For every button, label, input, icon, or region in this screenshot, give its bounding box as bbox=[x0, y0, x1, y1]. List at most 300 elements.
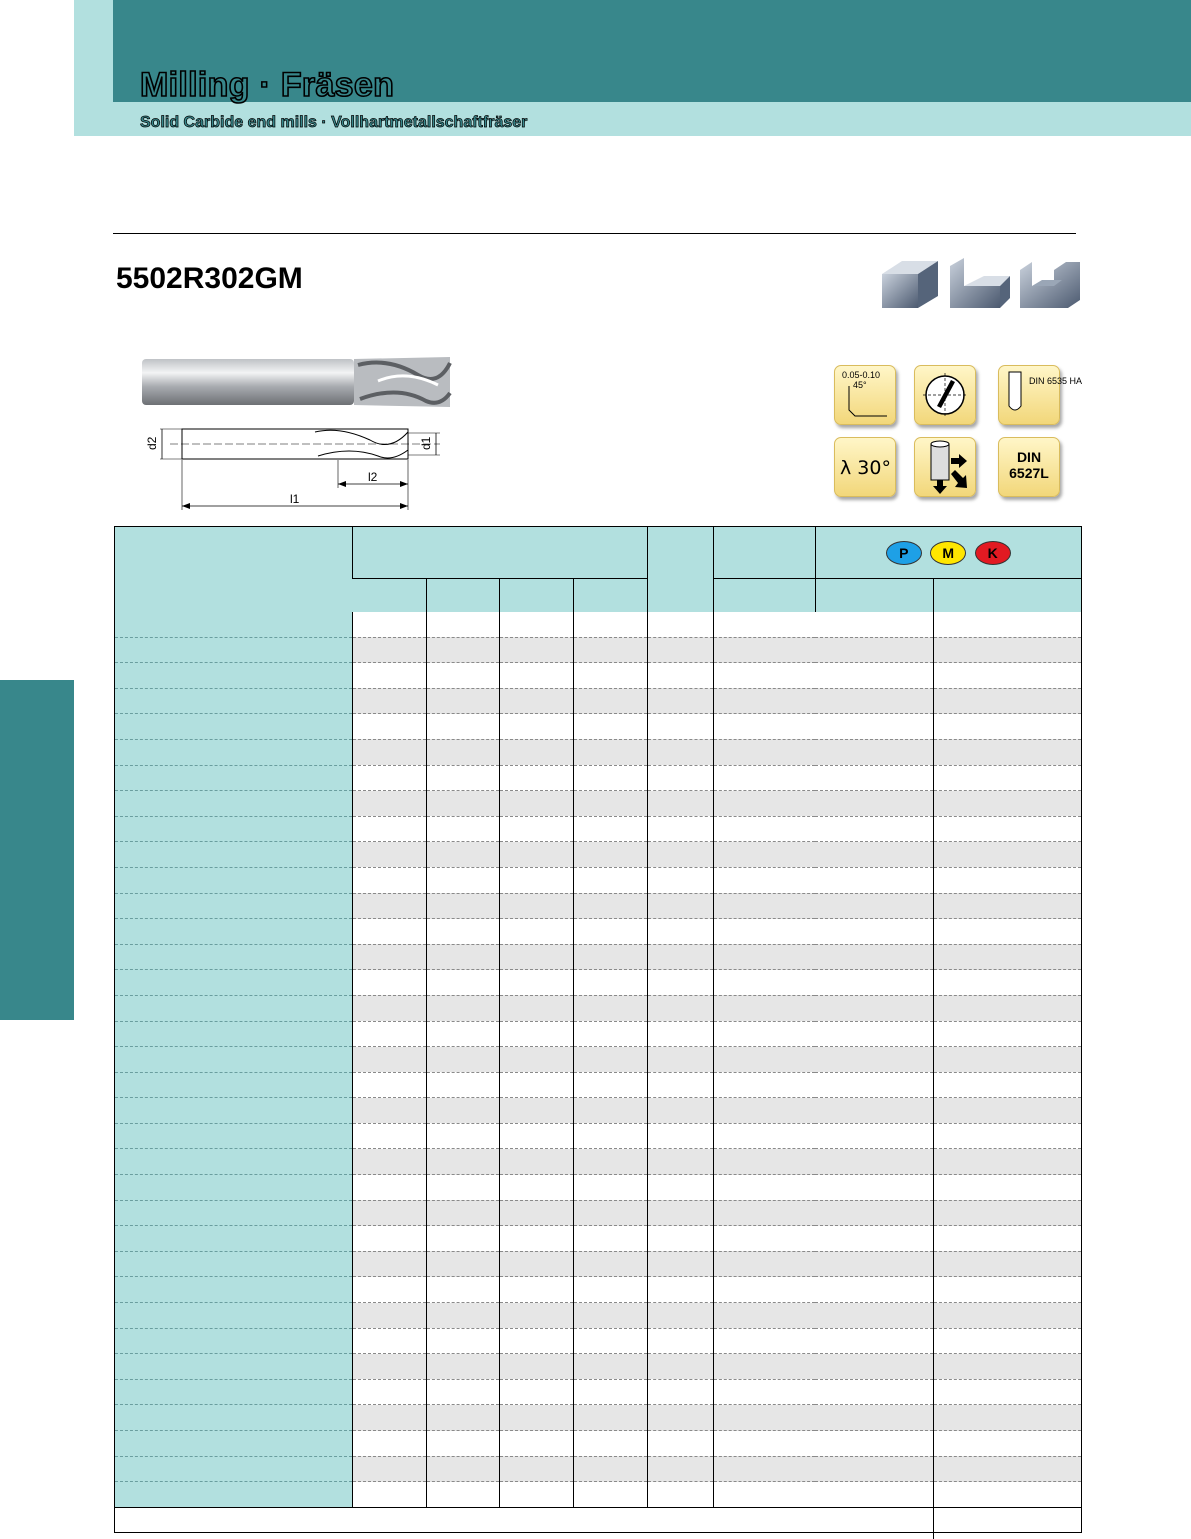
cutting-direction-icon bbox=[914, 437, 976, 497]
table-cell bbox=[115, 1149, 352, 1175]
table-cell bbox=[647, 970, 713, 996]
table-cell bbox=[426, 1072, 499, 1098]
table-cell bbox=[426, 919, 499, 945]
table-row bbox=[115, 1328, 1081, 1354]
table-cell bbox=[933, 1149, 1081, 1175]
table-cell bbox=[647, 1431, 713, 1457]
table-cell bbox=[115, 1175, 352, 1201]
chamfer-icon bbox=[834, 365, 896, 425]
table-cell bbox=[647, 1456, 713, 1482]
table-row bbox=[115, 688, 1081, 714]
header-l1 bbox=[573, 579, 647, 613]
table-cell bbox=[352, 1405, 426, 1431]
table-cell bbox=[426, 765, 499, 791]
table-cell bbox=[713, 739, 933, 765]
table-cell bbox=[713, 1251, 933, 1277]
table-cell bbox=[713, 1303, 933, 1329]
table-cell bbox=[115, 1354, 352, 1380]
table-cell bbox=[499, 816, 573, 842]
header-designation bbox=[115, 527, 352, 612]
table-cell bbox=[352, 1482, 426, 1508]
table-cell bbox=[115, 1379, 352, 1405]
table-cell bbox=[426, 1431, 499, 1457]
table-cell bbox=[499, 1303, 573, 1329]
table-cell bbox=[352, 1456, 426, 1482]
table-cell bbox=[647, 739, 713, 765]
table-row bbox=[115, 1303, 1081, 1329]
table-row bbox=[115, 1200, 1081, 1226]
end-mill-drawing bbox=[140, 420, 450, 512]
table-cell bbox=[573, 995, 647, 1021]
table-cell bbox=[352, 1328, 426, 1354]
page-subtitle: Solid Carbide end mills · Vollhartmetallschaftfräser bbox=[140, 114, 528, 131]
table-cell bbox=[713, 663, 933, 689]
table-cell bbox=[499, 1405, 573, 1431]
d2-label: d2 bbox=[145, 436, 159, 450]
table-cell bbox=[713, 1405, 933, 1431]
table-cell bbox=[115, 791, 352, 817]
table-cell bbox=[647, 1021, 713, 1047]
table-cell bbox=[499, 663, 573, 689]
table-cell bbox=[573, 1277, 647, 1303]
table-cell bbox=[933, 637, 1081, 663]
table-cell bbox=[352, 1226, 426, 1252]
table-cell bbox=[499, 1328, 573, 1354]
table-cell bbox=[352, 637, 426, 663]
table-cell bbox=[352, 1200, 426, 1226]
table-cell bbox=[499, 1251, 573, 1277]
table-cell bbox=[573, 1021, 647, 1047]
table-cell bbox=[115, 663, 352, 689]
table-cell bbox=[499, 1277, 573, 1303]
table-cell bbox=[647, 1047, 713, 1073]
l2-label: l2 bbox=[368, 470, 378, 484]
table-cell bbox=[115, 995, 352, 1021]
divider-rule bbox=[113, 233, 1076, 234]
table-row bbox=[115, 1047, 1081, 1073]
table-cell bbox=[647, 995, 713, 1021]
table-row bbox=[115, 1021, 1081, 1047]
table-cell bbox=[933, 1405, 1081, 1431]
table-cell bbox=[352, 663, 426, 689]
table-cell bbox=[352, 612, 426, 637]
table-cell bbox=[426, 1303, 499, 1329]
table-cell bbox=[426, 1098, 499, 1124]
table-cell bbox=[713, 1328, 933, 1354]
table-cell bbox=[573, 919, 647, 945]
footer-end-cell bbox=[933, 1507, 1081, 1539]
table-cell bbox=[426, 1379, 499, 1405]
header-sub-a bbox=[713, 579, 815, 613]
table-cell bbox=[426, 867, 499, 893]
table-cell bbox=[933, 1123, 1081, 1149]
table-cell bbox=[115, 1456, 352, 1482]
slot-side-milling-icon bbox=[882, 261, 938, 308]
table-cell bbox=[713, 893, 933, 919]
table-cell bbox=[713, 1379, 933, 1405]
table-cell bbox=[352, 765, 426, 791]
table-cell bbox=[713, 867, 933, 893]
table-cell bbox=[115, 944, 352, 970]
table-cell bbox=[352, 1277, 426, 1303]
table-cell bbox=[713, 1098, 933, 1124]
table-cell bbox=[573, 637, 647, 663]
table-cell bbox=[352, 970, 426, 996]
table-cell bbox=[713, 1175, 933, 1201]
table-cell bbox=[499, 893, 573, 919]
l1-label: l1 bbox=[290, 492, 300, 506]
table-cell bbox=[573, 1047, 647, 1073]
din-shank-text: DIN 6535 HA bbox=[1029, 376, 1083, 386]
table-cell bbox=[933, 1021, 1081, 1047]
table-cell bbox=[647, 1175, 713, 1201]
table-cell bbox=[647, 1072, 713, 1098]
table-row bbox=[115, 1482, 1081, 1508]
table-cell bbox=[352, 1431, 426, 1457]
table-cell bbox=[426, 637, 499, 663]
table-cell bbox=[115, 919, 352, 945]
table-cell bbox=[352, 1175, 426, 1201]
table-cell bbox=[647, 688, 713, 714]
table-cell bbox=[933, 791, 1081, 817]
table-cell bbox=[352, 1251, 426, 1277]
table-cell bbox=[573, 944, 647, 970]
table-cell bbox=[933, 612, 1081, 637]
table-cell bbox=[352, 1379, 426, 1405]
table-row bbox=[115, 714, 1081, 740]
table-cell bbox=[352, 842, 426, 868]
table-cell bbox=[713, 1277, 933, 1303]
material-p-badge: P bbox=[886, 541, 922, 565]
table-cell bbox=[573, 1405, 647, 1431]
page-title: Milling · Fräsen bbox=[140, 66, 395, 104]
table-row bbox=[115, 663, 1081, 689]
table-cell bbox=[713, 1456, 933, 1482]
table-cell bbox=[426, 1251, 499, 1277]
table-cell bbox=[352, 1047, 426, 1073]
table-cell bbox=[713, 1354, 933, 1380]
table-cell bbox=[426, 842, 499, 868]
table-cell bbox=[647, 919, 713, 945]
table-cell bbox=[352, 688, 426, 714]
din-6527l-icon bbox=[998, 437, 1060, 497]
table-cell bbox=[713, 995, 933, 1021]
header-l2 bbox=[499, 579, 573, 613]
table-cell bbox=[426, 1200, 499, 1226]
table-cell bbox=[933, 970, 1081, 996]
machining-profile-icons bbox=[880, 256, 1084, 310]
din-shank-icon bbox=[998, 365, 1083, 425]
table-cell bbox=[933, 1098, 1081, 1124]
table-cell bbox=[647, 1098, 713, 1124]
table-cell bbox=[647, 1149, 713, 1175]
table-cell bbox=[573, 1354, 647, 1380]
table-row bbox=[115, 1405, 1081, 1431]
table-cell bbox=[426, 1047, 499, 1073]
table-cell bbox=[713, 944, 933, 970]
table-cell bbox=[647, 1123, 713, 1149]
table-cell bbox=[713, 612, 933, 637]
table-cell bbox=[426, 663, 499, 689]
table-cell bbox=[647, 816, 713, 842]
spec-table bbox=[115, 527, 1081, 1539]
table-cell bbox=[426, 791, 499, 817]
helix-angle-icon bbox=[834, 437, 896, 497]
table-cell bbox=[426, 816, 499, 842]
table-cell bbox=[933, 1251, 1081, 1277]
table-cell bbox=[352, 893, 426, 919]
table-cell bbox=[573, 842, 647, 868]
table-cell bbox=[933, 1303, 1081, 1329]
table-cell bbox=[352, 995, 426, 1021]
table-cell bbox=[647, 1226, 713, 1252]
table-row bbox=[115, 765, 1081, 791]
table-cell bbox=[499, 919, 573, 945]
table-cell bbox=[115, 1405, 352, 1431]
table-cell bbox=[647, 663, 713, 689]
table-cell bbox=[933, 1456, 1081, 1482]
table-cell bbox=[713, 1149, 933, 1175]
table-cell bbox=[426, 893, 499, 919]
table-cell bbox=[499, 995, 573, 1021]
table-row bbox=[115, 1226, 1081, 1252]
table-cell bbox=[933, 1175, 1081, 1201]
table-cell bbox=[499, 765, 573, 791]
table-cell bbox=[573, 791, 647, 817]
table-cell bbox=[647, 1251, 713, 1277]
table-row bbox=[115, 1072, 1081, 1098]
table-cell bbox=[933, 1226, 1081, 1252]
table-cell bbox=[713, 1200, 933, 1226]
table-cell bbox=[573, 893, 647, 919]
table-cell bbox=[115, 612, 352, 637]
table-cell bbox=[573, 867, 647, 893]
table-cell bbox=[933, 893, 1081, 919]
din-label: DIN bbox=[1016, 449, 1042, 465]
table-cell bbox=[499, 637, 573, 663]
table-cell bbox=[426, 1277, 499, 1303]
table-cell bbox=[115, 1072, 352, 1098]
table-cell bbox=[499, 739, 573, 765]
table-row bbox=[115, 893, 1081, 919]
table-cell bbox=[352, 1354, 426, 1380]
table-cell bbox=[713, 1482, 933, 1508]
table-cell bbox=[426, 1354, 499, 1380]
table-row bbox=[115, 739, 1081, 765]
table-cell bbox=[933, 1328, 1081, 1354]
table-cell bbox=[499, 1149, 573, 1175]
table-cell bbox=[573, 1200, 647, 1226]
table-cell bbox=[426, 1175, 499, 1201]
table-cell bbox=[499, 714, 573, 740]
table-cell bbox=[647, 637, 713, 663]
table-cell bbox=[115, 1226, 352, 1252]
table-cell bbox=[713, 1226, 933, 1252]
table-row bbox=[115, 867, 1081, 893]
table-cell bbox=[573, 1303, 647, 1329]
table-cell bbox=[426, 970, 499, 996]
table-cell bbox=[352, 867, 426, 893]
table-row bbox=[115, 1098, 1081, 1124]
helix-angle-text: λ 30° bbox=[840, 457, 891, 479]
product-code: 5502R302GM bbox=[116, 262, 303, 295]
table-cell bbox=[499, 1379, 573, 1405]
table-cell bbox=[933, 1072, 1081, 1098]
table-cell bbox=[573, 1379, 647, 1405]
slot-milling-icon bbox=[1020, 262, 1080, 308]
table-cell bbox=[933, 1431, 1081, 1457]
table-cell bbox=[499, 1098, 573, 1124]
table-cell bbox=[647, 1482, 713, 1508]
table-cell bbox=[647, 944, 713, 970]
table-cell bbox=[426, 612, 499, 637]
table-cell bbox=[499, 867, 573, 893]
table-row bbox=[115, 1354, 1081, 1380]
table-cell bbox=[352, 1072, 426, 1098]
table-cell bbox=[499, 612, 573, 637]
table-cell bbox=[647, 714, 713, 740]
table-cell bbox=[352, 919, 426, 945]
table-cell bbox=[426, 1405, 499, 1431]
table-cell bbox=[573, 1456, 647, 1482]
table-row bbox=[115, 816, 1081, 842]
table-cell bbox=[573, 1123, 647, 1149]
table-cell bbox=[115, 739, 352, 765]
table-row bbox=[115, 970, 1081, 996]
table-cell bbox=[933, 714, 1081, 740]
table-cell bbox=[115, 842, 352, 868]
table-row bbox=[115, 842, 1081, 868]
table-row bbox=[115, 944, 1081, 970]
table-cell bbox=[933, 919, 1081, 945]
table-cell bbox=[352, 944, 426, 970]
table-cell bbox=[933, 842, 1081, 868]
table-cell bbox=[573, 1149, 647, 1175]
table-cell bbox=[573, 739, 647, 765]
table-cell bbox=[933, 688, 1081, 714]
footer-note-cell bbox=[115, 1507, 933, 1539]
table-row bbox=[115, 1149, 1081, 1175]
table-cell bbox=[499, 1175, 573, 1201]
table-cell bbox=[115, 970, 352, 996]
table-cell bbox=[115, 688, 352, 714]
table-cell bbox=[713, 637, 933, 663]
table-cell bbox=[426, 1328, 499, 1354]
table-cell bbox=[933, 739, 1081, 765]
chamfer-angle-text: 45° bbox=[853, 380, 867, 390]
table-cell bbox=[115, 1123, 352, 1149]
table-cell bbox=[647, 1277, 713, 1303]
chamfer-range-text: 0.05-0.10 bbox=[842, 370, 881, 380]
table-cell bbox=[647, 1354, 713, 1380]
material-m-badge: M bbox=[930, 541, 966, 565]
table-cell bbox=[933, 1354, 1081, 1380]
table-cell bbox=[933, 1482, 1081, 1508]
table-row bbox=[115, 1175, 1081, 1201]
table-cell bbox=[573, 1482, 647, 1508]
table-cell bbox=[115, 1251, 352, 1277]
header-order-no bbox=[713, 527, 815, 579]
table-cell bbox=[115, 1482, 352, 1508]
table-cell bbox=[499, 1354, 573, 1380]
table-cell bbox=[713, 714, 933, 740]
table-cell bbox=[499, 1200, 573, 1226]
table-cell bbox=[713, 816, 933, 842]
table-cell bbox=[573, 663, 647, 689]
table-cell bbox=[647, 842, 713, 868]
table-cell bbox=[499, 688, 573, 714]
table-row bbox=[115, 1456, 1081, 1482]
table-cell bbox=[426, 995, 499, 1021]
table-cell bbox=[115, 637, 352, 663]
table-cell bbox=[352, 1303, 426, 1329]
table-row bbox=[115, 1277, 1081, 1303]
table-cell bbox=[499, 1482, 573, 1508]
table-cell bbox=[713, 919, 933, 945]
header-materials bbox=[815, 527, 1081, 579]
table-cell bbox=[426, 944, 499, 970]
table-cell bbox=[713, 765, 933, 791]
table-row bbox=[115, 919, 1081, 945]
table-row bbox=[115, 637, 1081, 663]
table-cell bbox=[647, 1303, 713, 1329]
table-cell bbox=[573, 765, 647, 791]
table-cell bbox=[573, 1226, 647, 1252]
table-cell bbox=[115, 867, 352, 893]
table-cell bbox=[352, 714, 426, 740]
table-cell bbox=[713, 1047, 933, 1073]
table-cell bbox=[573, 1098, 647, 1124]
table-row bbox=[115, 1123, 1081, 1149]
end-mill-photo bbox=[138, 355, 456, 411]
table-cell bbox=[426, 1226, 499, 1252]
table-cell bbox=[647, 612, 713, 637]
table-cell bbox=[499, 1072, 573, 1098]
table-cell bbox=[115, 1277, 352, 1303]
table-cell bbox=[573, 1328, 647, 1354]
table-cell bbox=[647, 893, 713, 919]
table-cell bbox=[426, 739, 499, 765]
table-cell bbox=[713, 1072, 933, 1098]
table-cell bbox=[426, 1482, 499, 1508]
table-row bbox=[115, 791, 1081, 817]
table-cell bbox=[573, 612, 647, 637]
table-cell bbox=[573, 1072, 647, 1098]
table-cell bbox=[352, 1021, 426, 1047]
table-cell bbox=[713, 1431, 933, 1457]
header-sub-b bbox=[815, 579, 933, 613]
table-cell bbox=[933, 663, 1081, 689]
table-cell bbox=[115, 1098, 352, 1124]
table-cell bbox=[573, 816, 647, 842]
table-cell bbox=[933, 765, 1081, 791]
table-cell bbox=[933, 1047, 1081, 1073]
table-cell bbox=[933, 1277, 1081, 1303]
table-cell bbox=[933, 1200, 1081, 1226]
table-row bbox=[115, 1379, 1081, 1405]
table-cell bbox=[499, 1123, 573, 1149]
side-tab-strip bbox=[0, 680, 74, 1020]
table-cell bbox=[647, 791, 713, 817]
table-cell bbox=[499, 1431, 573, 1457]
table-cell bbox=[426, 1021, 499, 1047]
table-cell bbox=[933, 867, 1081, 893]
header-sub-c bbox=[933, 579, 1081, 613]
table-cell bbox=[352, 791, 426, 817]
table-cell bbox=[115, 1431, 352, 1457]
table-cell bbox=[499, 1226, 573, 1252]
table-cell bbox=[499, 1456, 573, 1482]
